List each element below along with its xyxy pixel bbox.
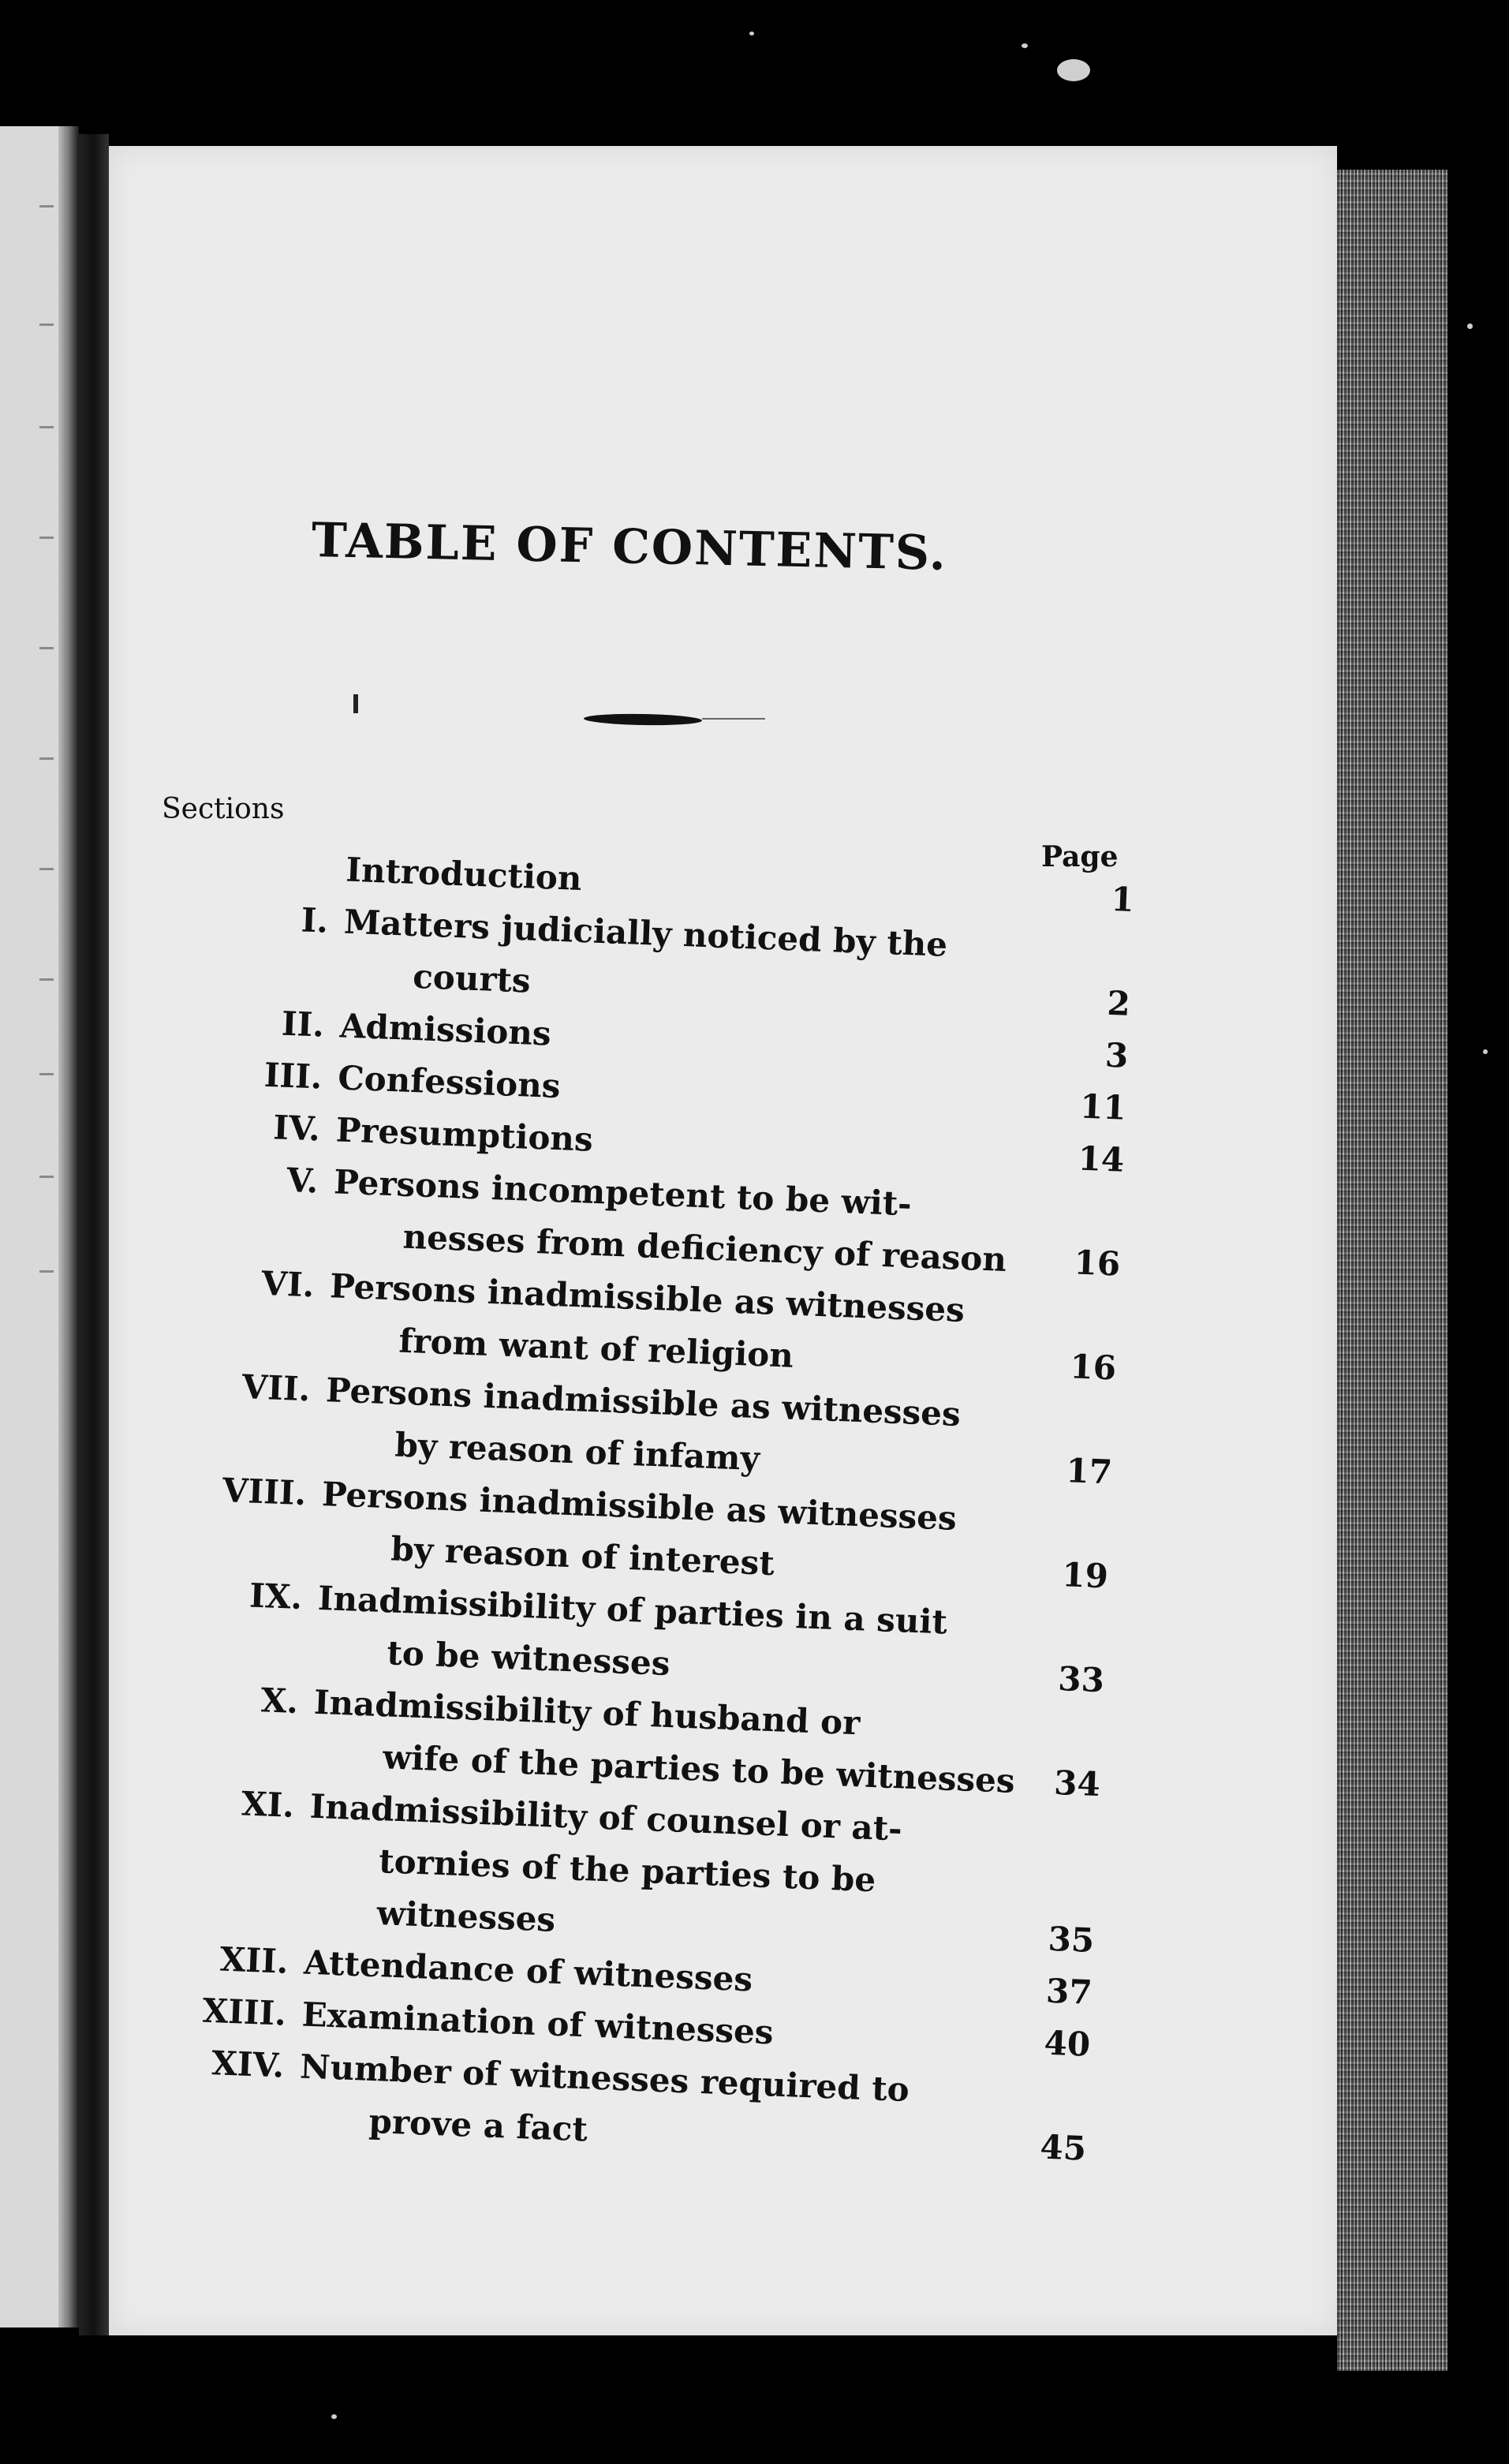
section-title: Introduction [345,850,583,899]
section-title: Persons incompetent to be wit- [333,1162,913,1224]
section-title: Matters judicially noticed by the [343,902,949,964]
scan-speck [1057,59,1090,81]
section-title: Persons inadmissible as witnesses [321,1475,958,1538]
left-facing-page [0,126,79,2328]
section-title-continued: nesses from deficiency of reason [402,1217,1007,1280]
section-number: XI. [241,1784,295,1825]
page-number: 11 [1079,1086,1127,1127]
section-title: Inadmissibility of counsel or at- [309,1786,903,1849]
section-number: VIII. [222,1471,308,1513]
section-title-continued: by reason of infamy [394,1425,760,1479]
page-number: 40 [1043,2023,1092,2064]
section-title: Number of witnesses required to [299,2047,910,2110]
section-title: Confessions [337,1058,562,1106]
section-number: XII. [219,1939,289,1981]
section-number: VI. [260,1263,316,1305]
page-number: 34 [1053,1763,1101,1804]
section-title-continued: tornies of the parties to be [378,1841,877,1900]
section-title-continued: by reason of interest [390,1529,775,1583]
page-number: 3 [1104,1035,1130,1075]
scan-speck [1022,43,1028,48]
section-number: I. [300,900,329,940]
section-title: Attendance of witnesses [303,1942,753,1999]
page-number: 1 [1110,879,1135,919]
page-number: 16 [1069,1347,1117,1388]
section-title: Admissions [339,1006,552,1053]
section-number: III. [263,1055,323,1097]
page-number: 17 [1065,1451,1113,1492]
page-number: 37 [1045,1971,1093,2012]
section-title-continued: wife of the parties to be witnesses [382,1737,1016,1800]
section-number: XIII. [201,1991,287,2033]
section-number: XIV. [211,2043,286,2085]
page-column-label: Page [1041,840,1119,873]
section-number: II. [281,1004,325,1045]
section-title: Persons inadmissible as witnesses [329,1266,966,1330]
page-number: 19 [1061,1555,1109,1596]
section-title: Examination of witnesses [301,1995,775,2052]
contents-list [100,836,1135,2175]
section-title: Inadmissibility of parties in a suit [317,1578,948,1642]
page-number: 45 [1039,2127,1087,2168]
section-title: Inadmissibility of husband or [313,1682,861,1743]
section-number: X. [260,1681,299,1722]
section-title: Presumptions [334,1110,594,1159]
scan-speck [331,2414,337,2419]
page-fore-edge [1337,170,1447,2371]
section-title-continued: to be witnesses [386,1633,671,1684]
page-title: TABLE OF CONTENTS. [311,513,948,581]
section-title-continued: from want of religion [398,1321,794,1375]
section-number: IV. [272,1108,321,1149]
scan-speck [1467,323,1473,329]
page-number: 14 [1077,1139,1126,1180]
section-title-continued: prove a fact [368,2101,588,2149]
page-number: 2 [1106,983,1131,1023]
ink-mark [353,694,358,713]
section-title-continued: courts [412,956,532,1000]
section-number: IX. [248,1576,304,1617]
page-number: 33 [1057,1659,1105,1700]
scan-speck [749,32,754,36]
page-number: 16 [1073,1243,1122,1284]
title-rule-tail [702,718,765,720]
page-number: 35 [1047,1919,1096,1960]
section-title: Persons inadmissible as witnesses [325,1370,962,1434]
section-number: V. [286,1161,319,1201]
scan-speck [1483,1049,1488,1054]
section-title-continued: witnesses [375,1894,557,1939]
section-number: VII. [241,1367,312,1409]
sections-column-label: Sections [162,793,285,825]
